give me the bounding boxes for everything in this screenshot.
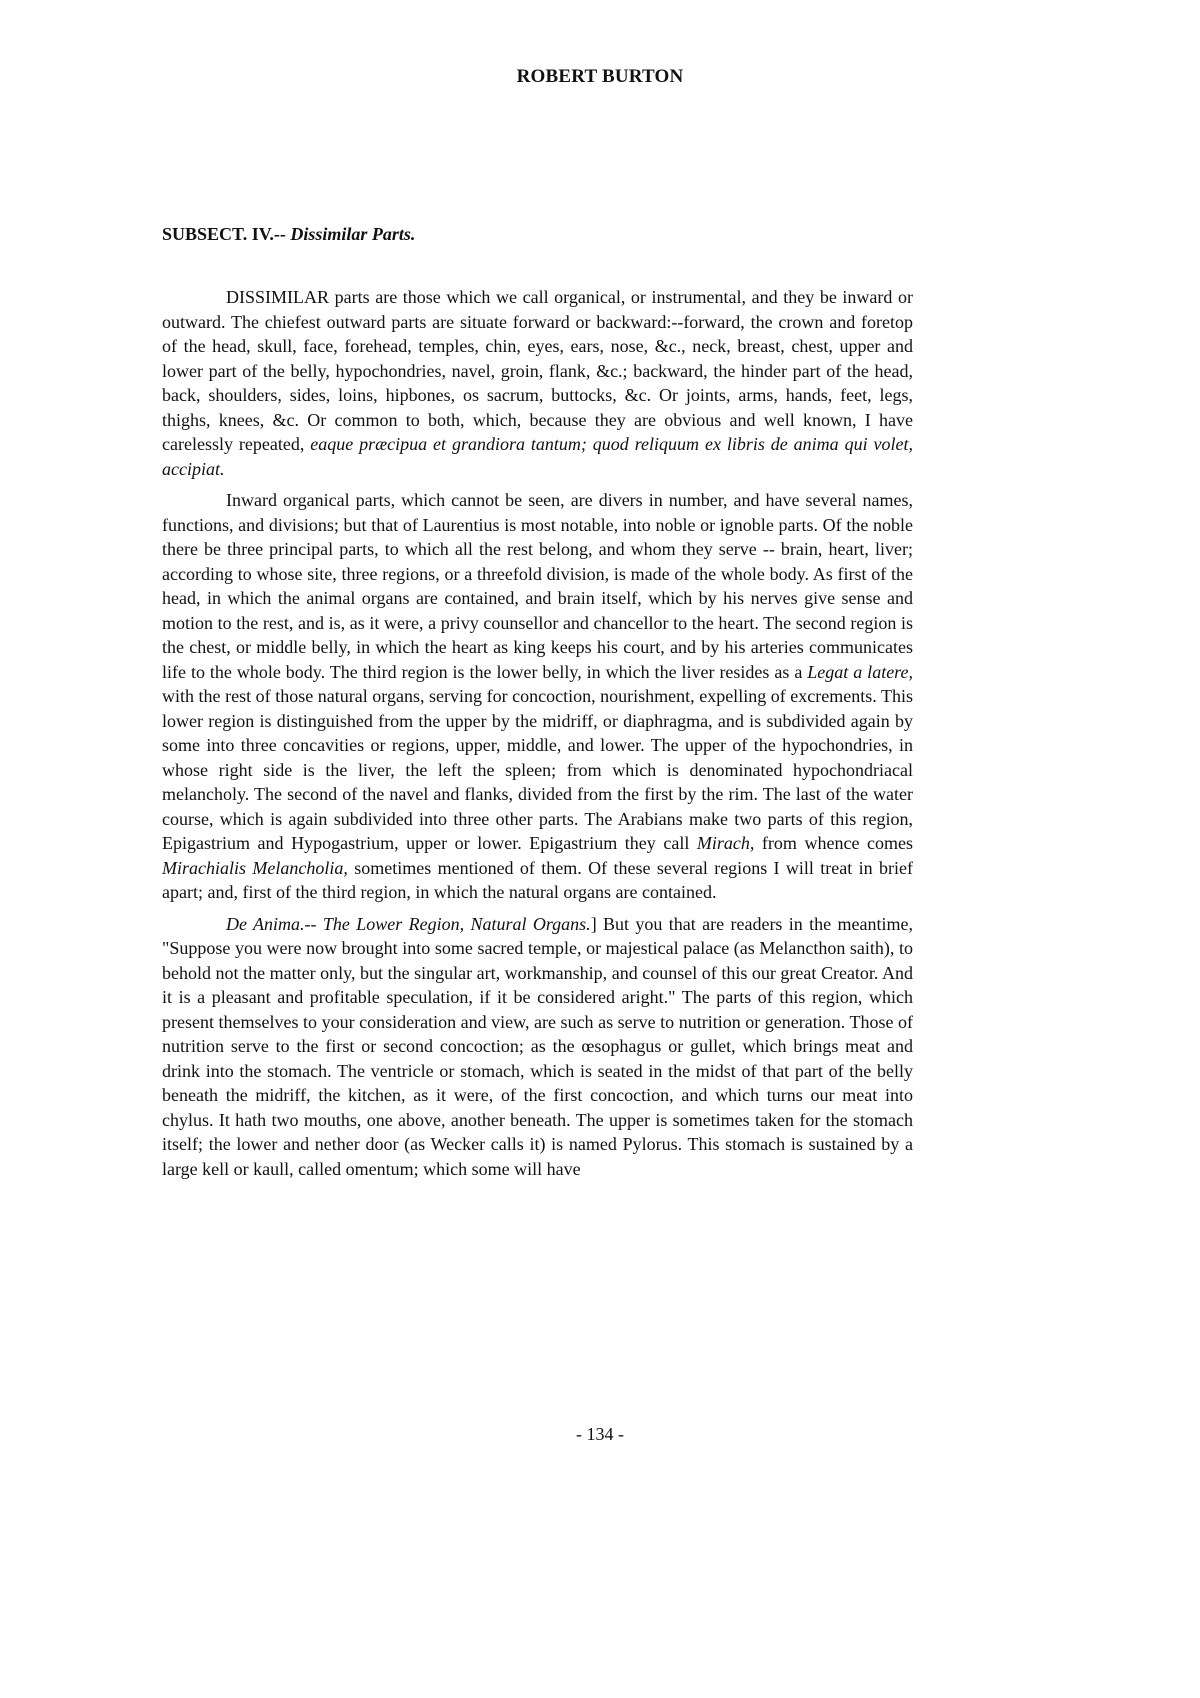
paragraph-1-latin-quote: eaque præcipua et grandiora tantum; quod reliquum ex libris de anima qui volet, accipiat. bbox=[162, 434, 913, 479]
paragraph-2 bbox=[162, 488, 913, 905]
paragraph-3 bbox=[162, 912, 913, 1182]
section-label: SUBSECT. IV.-- bbox=[162, 224, 291, 244]
paragraph-3-italic-heading: De Anima.-- The Lower Region, Natural Organs. bbox=[226, 913, 591, 934]
section-heading bbox=[162, 224, 902, 245]
paragraph-2-text-a: Inward organical parts, which cannot be seen, are divers in number, and have several names, functions, and divisions; but that of Laurentius is most notable, into noble or ignoble parts. Of the noble there be three principal parts, to which all the rest belong, and whom they serve -- brain, heart, liver; according to whose site, three regions, or a threefold division, is made of the whole body. As first of the head, in which the animal organs are contained, and brain itself, which by his nerves give sense and motion to the rest, and is, as it were, a privy counsellor and chancellor to the heart. The second region is the chest, or middle belly, in which the heart as king keeps his court, and by his arteries communicates life to the whole body. The third region is the lower belly, in which the liver resides as a bbox=[162, 490, 913, 682]
paragraph-2-italic-mirach: Mirach, bbox=[696, 833, 755, 853]
paragraph-1 bbox=[162, 285, 913, 481]
paragraph-3-text: ] But you that are readers in the meantime, "Suppose you were now brought into some sacred temple, or majestical palace (as Melancthon saith), to behold not the matter only, but the singular art, workmanship, and counsel of this our great Creator. And it is a pleasant and profitable speculation, if it be considered aright." The parts of this region, which present themselves to your consideration and view, are such as serve to nutrition or generation. Those of nutrition serve to the first or second concoction; as the œsophagus or gullet, which brings meat and drink into the stomach. The ventricle or stomach, which is seated in the midst of that part of the belly beneath the midriff, the kitchen, as it were, of the first concoction, and which turns our meat into chylus. It hath two mouths, one above, another beneath. The upper is sometimes taken for the stomach itself; the lower and nether door (as Wecker calls it) is named Pylorus. This stomach is sustained by a large kell or kaull, called omentum; which some will have bbox=[162, 913, 913, 1179]
running-header: ROBERT BURTON bbox=[516, 66, 684, 87]
page-number: - 134 - bbox=[576, 1424, 624, 1444]
paragraph-2-italic-legat: Legat a latere, bbox=[807, 661, 914, 682]
body-text bbox=[162, 285, 913, 1188]
paragraph-2-text-d: sometimes mentioned of them. Of these several regions I will treat in brief apart; and, first of the third region, in which the natural organs are contained. bbox=[162, 857, 913, 902]
section-title: Dissimilar Parts. bbox=[290, 224, 416, 244]
paragraph-1-text: DISSIMILAR parts are those which we call organical, or instrumental, and they be inward or outward. The chiefest outward parts are situate forward or backward:--forward, the crown and foretop of the head, skull, face, forehead, temples, chin, eyes, ears, nose, &c., neck, breast, chest, upper and lower part of the belly, hypochondries, navel, groin, flank, &c.; backward, the hinder part of the head, back, shoulders, sides, loins, hipbones, os sacrum, buttocks, &c. Or joints, arms, hands, feet, legs, thighs, knees, &c. Or common to both, which, because they are obvious and well known, I have carelessly repeated, bbox=[162, 287, 913, 454]
paragraph-2-italic-melancholia: Mirachialis Melancholia, bbox=[162, 857, 348, 878]
paragraph-2-text-c: from whence comes bbox=[754, 833, 913, 853]
paragraph-2-text-b: with the rest of those natural organs, serving for concoction, nourishment, expelling of excrements. This lower region is distinguished from the upper by the midriff, or diaphragma, and is subdivided again by some into three concavities or regions, upper, middle, and lower. The upper of the hypochondries, in whose right side is the liver, the left the spleen; from which is denominated hypochondriacal melancholy. The second of the navel and flanks, divided from the first by the rim. The last of the water course, which is again subdivided into three other parts. The Arabians make two parts of this region, Epigastrium and Hypogastrium, upper or lower. Epigastrium they call bbox=[162, 686, 913, 853]
